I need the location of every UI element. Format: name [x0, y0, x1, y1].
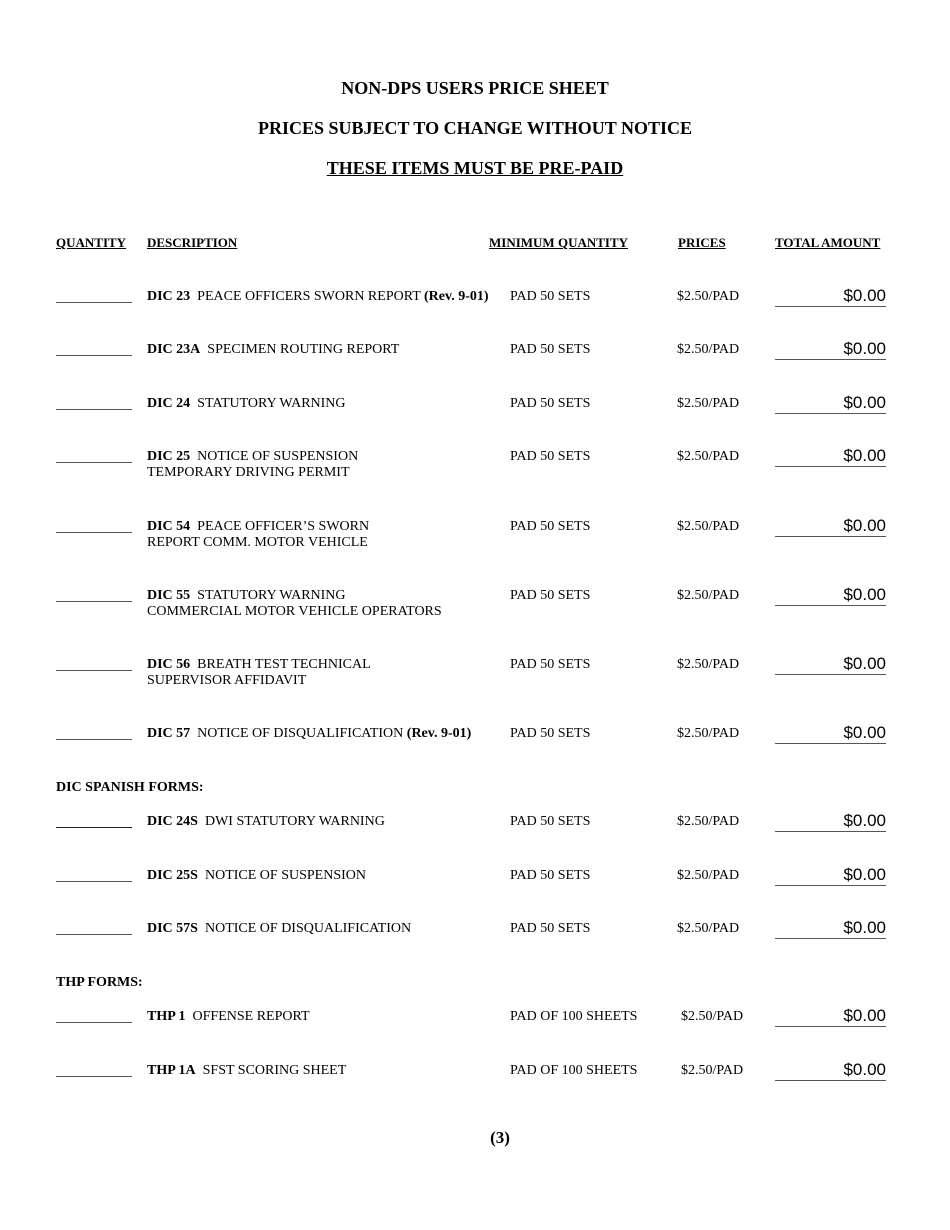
table-row [0, 446, 950, 489]
quantity-field[interactable] [56, 532, 132, 533]
item-description [147, 588, 442, 620]
item-min-quantity: PAD 50 SETS [510, 519, 591, 534]
item-title: STATUTORY WARNING [197, 588, 346, 603]
item-description [147, 657, 371, 689]
item-price: $2.50/PAD [677, 289, 740, 304]
item-total: $0.00 [775, 723, 886, 744]
item-price: $2.50/PAD [677, 449, 740, 464]
item-code: DIC 24 [147, 396, 191, 411]
item-min-quantity: PAD 50 SETS [510, 921, 591, 936]
item-description [147, 921, 411, 937]
column-header-minimum-quantity: MINIMUM QUANTITY [489, 235, 629, 250]
item-price: $2.50/PAD [677, 726, 740, 741]
item-min-quantity: PAD OF 100 SHEETS [510, 1063, 638, 1078]
quantity-field[interactable] [56, 601, 132, 602]
item-code: THP 1 [147, 1009, 186, 1024]
item-title-line2: TEMPORARY DRIVING PERMIT [147, 465, 350, 480]
item-min-quantity: PAD 50 SETS [510, 588, 591, 603]
item-price: $2.50/PAD [677, 519, 740, 534]
section-heading-thp-forms: THP FORMS: [56, 975, 143, 990]
item-total: $0.00 [775, 339, 886, 360]
item-code: DIC 57S [147, 921, 198, 936]
item-price: $2.50/PAD [677, 868, 740, 883]
item-title: PEACE OFFICER’S SWORN [197, 519, 370, 534]
item-price: $2.50/PAD [681, 1009, 744, 1024]
table-row [0, 865, 950, 908]
item-code: THP 1A [147, 1063, 196, 1078]
item-revision: (Rev. 9-01) [424, 289, 489, 304]
table-row [0, 654, 950, 697]
item-min-quantity: PAD 50 SETS [510, 814, 591, 829]
item-price: $2.50/PAD [677, 814, 740, 829]
item-total: $0.00 [775, 286, 886, 307]
item-title: DWI STATUTORY WARNING [204, 814, 385, 829]
table-row [0, 516, 950, 559]
prepaid-notice: THESE ITEMS MUST BE PRE-PAID [326, 158, 624, 178]
item-code: DIC 23A [147, 342, 201, 357]
table-row [0, 723, 950, 766]
item-total: $0.00 [775, 918, 886, 939]
table-row [0, 1006, 950, 1049]
quantity-field[interactable] [56, 739, 132, 740]
item-total: $0.00 [775, 585, 886, 606]
item-description [147, 342, 399, 358]
quantity-field[interactable] [56, 827, 132, 828]
item-description [147, 868, 366, 884]
column-header-quantity: QUANTITY [56, 235, 127, 250]
quantity-field[interactable] [56, 1076, 132, 1077]
item-min-quantity: PAD 50 SETS [510, 289, 591, 304]
item-total: $0.00 [775, 393, 886, 414]
quantity-field[interactable] [56, 881, 132, 882]
table-row [0, 811, 950, 854]
item-price: $2.50/PAD [677, 657, 740, 672]
item-price: $2.50/PAD [677, 396, 740, 411]
item-price: $2.50/PAD [681, 1063, 744, 1078]
item-title: NOTICE OF DISQUALIFICATION [204, 921, 412, 936]
quantity-field[interactable] [56, 355, 132, 356]
table-row [0, 918, 950, 961]
quantity-field[interactable] [56, 670, 132, 671]
item-title: OFFENSE REPORT [192, 1009, 310, 1024]
column-header-prices: PRICES [678, 235, 726, 250]
item-total: $0.00 [775, 811, 886, 832]
item-description [147, 726, 471, 742]
item-code: DIC 54 [147, 519, 191, 534]
item-title: NOTICE OF DISQUALIFICATION [197, 726, 404, 741]
item-total: $0.00 [775, 1006, 886, 1027]
item-min-quantity: PAD 50 SETS [510, 868, 591, 883]
table-row [0, 1060, 950, 1103]
item-title: SFST SCORING SHEET [202, 1063, 347, 1078]
item-total: $0.00 [775, 1060, 886, 1081]
page-subtitle: PRICES SUBJECT TO CHANGE WITHOUT NOTICE [258, 118, 692, 138]
item-title: NOTICE OF SUSPENSION [197, 449, 359, 464]
item-title: SPECIMEN ROUTING REPORT [207, 342, 400, 357]
item-code: DIC 57 [147, 726, 191, 741]
quantity-field[interactable] [56, 934, 132, 935]
item-min-quantity: PAD 50 SETS [510, 657, 591, 672]
item-description [147, 396, 346, 412]
item-min-quantity: PAD 50 SETS [510, 396, 591, 411]
item-total: $0.00 [775, 654, 886, 675]
item-description [147, 289, 489, 305]
item-description [147, 1009, 310, 1025]
item-revision: (Rev. 9-01) [406, 726, 472, 741]
item-title: NOTICE OF SUSPENSION [204, 868, 366, 883]
item-title-line2: SUPERVISOR AFFIDAVIT [147, 673, 307, 688]
item-title-line2: REPORT COMM. MOTOR VEHICLE [147, 535, 368, 550]
item-min-quantity: PAD 50 SETS [510, 726, 591, 741]
item-code: DIC 23 [147, 289, 191, 304]
item-code: DIC 56 [147, 657, 191, 672]
section-heading-spanish-forms: DIC SPANISH FORMS: [56, 780, 204, 795]
item-total: $0.00 [775, 865, 886, 886]
item-price: $2.50/PAD [677, 921, 740, 936]
quantity-field[interactable] [56, 302, 132, 303]
item-title-line2: COMMERCIAL MOTOR VEHICLE OPERATORS [147, 604, 442, 619]
item-description [147, 519, 369, 551]
item-description [147, 1063, 346, 1079]
item-total: $0.00 [775, 516, 886, 537]
column-header-total-amount: TOTAL AMOUNT [775, 235, 881, 250]
table-row [0, 286, 950, 329]
column-header-description: DESCRIPTION [147, 235, 238, 250]
table-row [0, 393, 950, 436]
table-row [0, 339, 950, 382]
item-title: STATUTORY WARNING [197, 396, 346, 411]
item-code: DIC 25 [147, 449, 191, 464]
quantity-field[interactable] [56, 462, 132, 463]
item-min-quantity: PAD 50 SETS [510, 449, 591, 464]
item-title: BREATH TEST TECHNICAL [197, 657, 371, 672]
item-min-quantity: PAD OF 100 SHEETS [510, 1009, 638, 1024]
item-description [147, 814, 385, 830]
item-price: $2.50/PAD [677, 588, 740, 603]
page-title: NON-DPS USERS PRICE SHEET [341, 78, 609, 98]
quantity-field[interactable] [56, 1022, 132, 1023]
item-code: DIC 25S [147, 868, 198, 883]
item-title: PEACE OFFICERS SWORN REPORT [197, 289, 421, 304]
item-total: $0.00 [775, 446, 886, 467]
item-price: $2.50/PAD [677, 342, 740, 357]
quantity-field[interactable] [56, 409, 132, 410]
item-min-quantity: PAD 50 SETS [510, 342, 591, 357]
item-description [147, 449, 358, 481]
item-code: DIC 24S [147, 814, 198, 829]
page-number: (3) [490, 1128, 510, 1147]
item-code: DIC 55 [147, 588, 191, 603]
table-row [0, 585, 950, 628]
